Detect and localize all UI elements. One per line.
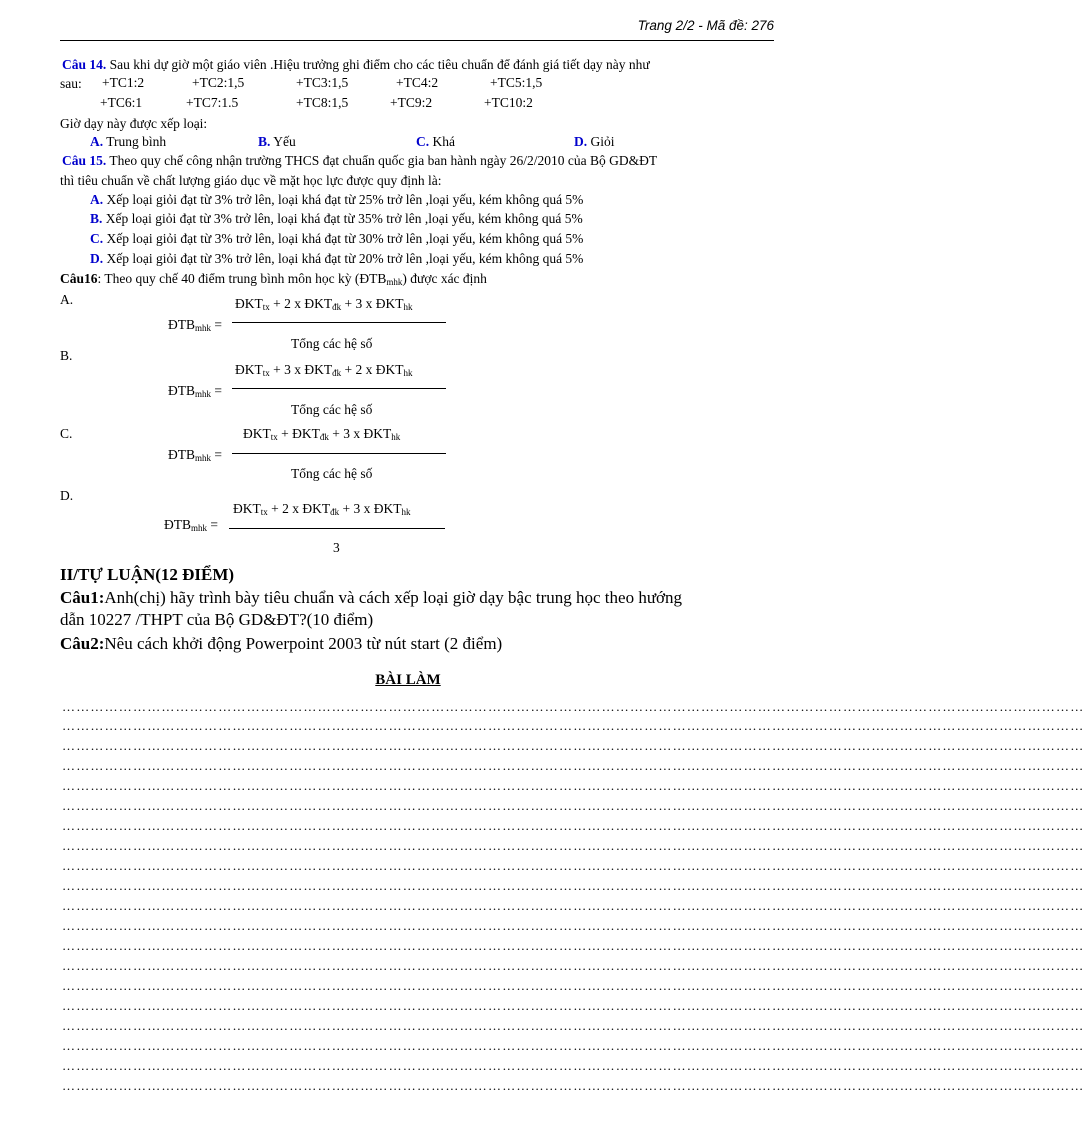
answer-line: ……………………………………………………………………………………………………………………………………………………………………………………………… <box>62 918 1084 933</box>
q15-line1: Câu 15. Theo quy chế công nhận trường THCS đạt chuẩn quốc gia ban hành ngày 26/2/2010 của Bộ GD&ĐT <box>62 153 658 168</box>
q14-label: Câu 14. <box>62 57 107 72</box>
answer-line: ……………………………………………………………………………………………………………………………………………………………………………………………… <box>62 798 1084 813</box>
essay-q1-line2: dẫn 10227 /THPT của Bộ GD&ĐT?(10 điểm) <box>60 610 374 629</box>
answer-line: ……………………………………………………………………………………………………………………………………………………………………………………………… <box>62 958 1084 973</box>
answer-line: ……………………………………………………………………………………………………………………………………………………………………………………………… <box>62 838 1084 853</box>
q16-option-c-numerator: $ĐKT_{tx}$ + $ĐKT_{đk} + 3$ x $ĐKT_{hk}$ <box>243 426 401 442</box>
answer-line: ……………………………………………………………………………………………………………………………………………………………………………………………… <box>62 898 1084 913</box>
q16-option-d-lhs: $ĐTB_{mhk}$ = <box>164 517 219 533</box>
q14-option-b: B. Yếu <box>258 134 296 149</box>
q16-line1: Câu16: Theo quy chế 40 điểm trung bình môn học kỳ $(ĐTB_{mhk})$ được xác định <box>60 271 487 287</box>
q16-option-d-key: D. <box>60 488 74 503</box>
answer-line: ……………………………………………………………………………………………………………………………………………………………………………………………… <box>62 758 1084 773</box>
q16-option-a-key: A. <box>60 292 74 307</box>
q14-line1 <box>62 56 650 74</box>
criterion-tc3: +TC3:1,5 <box>296 75 349 90</box>
answer-line: ……………………………………………………………………………………………………………………………………………………………………………………………… <box>62 738 1084 753</box>
q15-label: Câu 15. <box>62 153 107 168</box>
q16-label: Câu16 <box>60 271 98 286</box>
q14-option-c: C. Khá <box>416 134 455 149</box>
answer-line: ……………………………………………………………………………………………………………………………………………………………………………………………… <box>62 699 1084 714</box>
answer-line: ……………………………………………………………………………………………………………………………………………………………………………………………… <box>62 858 1084 873</box>
answer-line: ……………………………………………………………………………………………………………………………………………………………………………………………… <box>62 718 1084 733</box>
answer-line: ……………………………………………………………………………………………………………………………………………………………………………………………… <box>62 978 1084 993</box>
q16-option-a-lhs: $ĐTB_{mhk}$ = <box>168 317 223 333</box>
q14-text1: Sau khi dự giờ một giáo viên .Hiệu trưởng ghi điểm cho các tiêu chuẩn để đánh giá tiết dạy này như <box>106 57 650 72</box>
q16-option-c-denominator: Tổng các hệ số <box>291 466 373 481</box>
q16-option-d-denominator: 3 <box>333 540 340 555</box>
q16-option-b-lhs: $ĐTB_{mhk}$ = <box>168 383 223 399</box>
answer-line: ……………………………………………………………………………………………………………………………………………………………………………………………… <box>62 998 1084 1013</box>
q16-option-c-lhs: $ĐTB_{mhk}$ = <box>168 447 223 463</box>
answer-line: ……………………………………………………………………………………………………………………………………………………………………………………………… <box>62 1018 1084 1033</box>
q15-line2: thì tiêu chuẩn về chất lượng giáo dục về mặt học lực được quy định là: <box>60 173 442 188</box>
essay-q1-line1: Câu1:Anh(chị) hãy trình bày tiêu chuẩn và cách xếp loại giờ dạy bậc trung học theo hướng <box>60 588 683 607</box>
criterion-tc4: +TC4:2 <box>396 75 439 90</box>
answer-line: ……………………………………………………………………………………………………………………………………………………………………………………………… <box>62 778 1084 793</box>
q16-option-a-denominator: Tổng các hệ số <box>291 336 373 351</box>
answer-line: ……………………………………………………………………………………………………………………………………………………………………………………………… <box>62 1058 1084 1073</box>
criterion-tc9: +TC9:2 <box>390 95 433 110</box>
criterion-tc10: +TC10:2 <box>484 95 533 110</box>
q16-option-b-numerator: $ĐKT_{tx} + 3$ x $ĐKT_{đk} + 2$ x $ĐKT_{hk}$ <box>235 362 413 378</box>
essay-heading: II/TỰ LUẬN(12 ĐIỂM) <box>60 565 235 584</box>
answer-line: ……………………………………………………………………………………………………………………………………………………………………………………………… <box>62 878 1084 893</box>
criterion-tc1: +TC1:2 <box>102 75 145 90</box>
answer-line: ……………………………………………………………………………………………………………………………………………………………………………………………… <box>62 1078 1084 1093</box>
q16-option-c-key: C. <box>60 426 73 441</box>
q15-option-d: D. Xếp loại giỏi đạt từ 3% trở lên, loại khá đạt từ 20% trở lên ,loại yếu, kém không quá 5% <box>90 251 584 266</box>
answer-title: BÀI LÀM <box>375 672 441 688</box>
q14-option-d: D. Giỏi <box>574 134 615 149</box>
criterion-tc5: +TC5:1,5 <box>490 75 543 90</box>
answer-line: ……………………………………………………………………………………………………………………………………………………………………………………………… <box>62 938 1084 953</box>
q15-option-a: A. Xếp loại giỏi đạt từ 3% trở lên, loại khá đạt từ 25% trở lên ,loại yếu, kém không quá 5% <box>90 192 584 207</box>
q16-option-b-key: B. <box>60 348 73 363</box>
answer-line: ……………………………………………………………………………………………………………………………………………………………………………………………… <box>62 818 1084 833</box>
q14-line2-prefix: sau: <box>60 76 82 91</box>
q14-line3: Giờ dạy này được xếp loại: <box>60 116 208 131</box>
criterion-tc8: +TC8:1,5 <box>296 95 349 110</box>
q14-option-a: A. Trung bình <box>90 134 167 149</box>
essay-q2: Câu2:Nêu cách khởi động Powerpoint 2003 từ nút start (2 điểm) <box>60 634 503 653</box>
q16-option-b-denominator: Tổng các hệ số <box>291 402 373 417</box>
q16-option-d-numerator: $ĐKT_{tx} + 2$ x $ĐKT_{đk} + 3$ x $ĐKT_{hk}$ <box>233 501 411 517</box>
page-header <box>60 18 774 41</box>
q15-option-b: B. Xếp loại giỏi đạt từ 3% trở lên, loại khá đạt từ 35% trở lên ,loại yếu, kém không quá 5% <box>90 211 583 226</box>
criterion-tc7: +TC7:1.5 <box>186 95 239 110</box>
criterion-tc2: +TC2:1,5 <box>192 75 245 90</box>
answer-line: ……………………………………………………………………………………………………………………………………………………………………………………………… <box>62 1038 1084 1053</box>
q16-option-a-numerator: $ĐKT_{tx} + 2$ x $ĐKT_{đk} + 3$ x $ĐKT_{hk}$ <box>235 296 413 312</box>
page-info: Trang 2/2 - Mã đề: 276 <box>637 18 774 33</box>
criterion-tc6: +TC6:1 <box>100 95 143 110</box>
q15-option-c: C. Xếp loại giỏi đạt từ 3% trở lên, loại khá đạt từ 30% trở lên ,loại yếu, kém không quá 5% <box>90 231 584 246</box>
